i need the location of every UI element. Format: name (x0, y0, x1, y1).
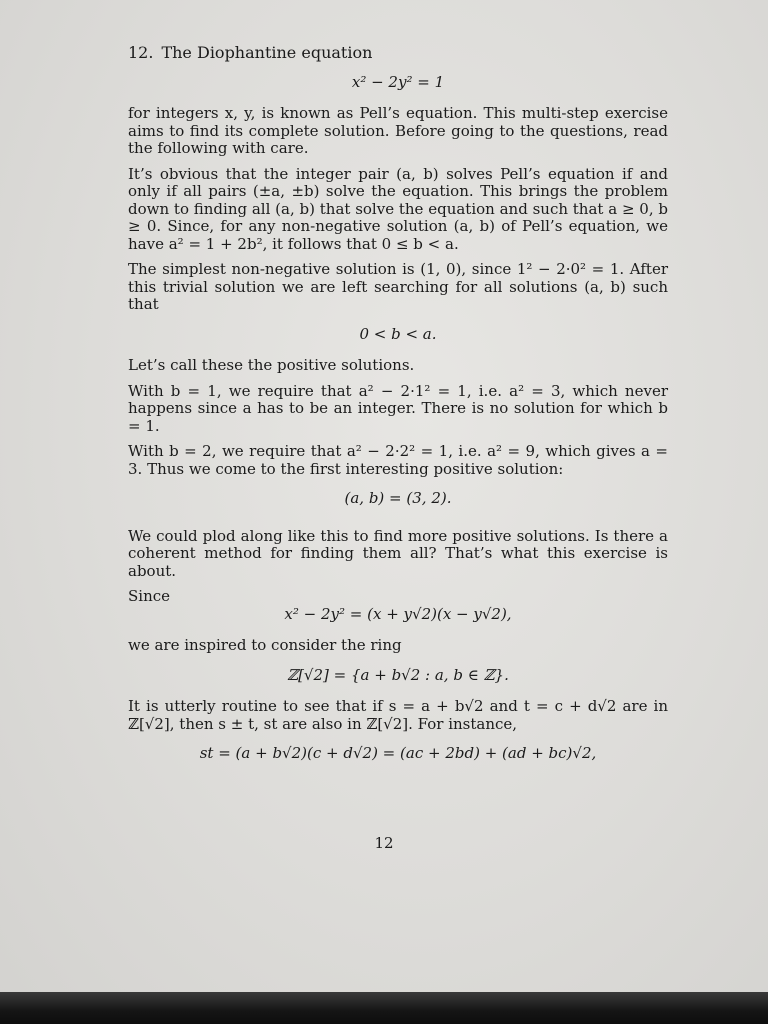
text-body (128, 44, 668, 777)
paragraph-simplest: The simplest non-negative solution is (1, 0), since 1² − 2·0² = 1. After this trivial solution we are left searching for all solutions (a, b) such that (128, 260, 668, 313)
paragraph-intro: for integers x, y, is known as Pell’s equation. This multi-step exercise aims to find its complete solution. Before going to the questions, read the following with care. (128, 104, 668, 157)
paragraph-positive-solutions: Let’s call these the positive solutions. (128, 356, 415, 374)
paragraph-b-equals-2: With b = 2, we require that a² − 2·2² = 1, i.e. a² = 9, which gives a = 3. Thus we come to the first interesting positive solution: (128, 442, 668, 478)
exercise-title: The Diophantine equation (161, 43, 373, 62)
exercise-number: 12. (128, 43, 154, 62)
paragraph-since: Since (128, 587, 171, 605)
equation-inequality: 0 < b < a. (359, 324, 437, 343)
equation-pell: x² − 2y² = 1 (351, 72, 445, 91)
exercise-heading (128, 44, 668, 62)
bottom-shadow (0, 992, 768, 1024)
paragraph-plod: We could plod along like this to find more positive solutions. Is there a coherent method for finding them all? That’s what this exercise is about. (128, 526, 668, 580)
equation-product: st = (a + b√2)(c + d√2) = (ac + 2bd) + (ad + bc)√2, (199, 744, 597, 762)
paragraph-routine: It is utterly routine to see that if s = a + b√2 and t = c + d√2 are in ℤ[√2], then s ± t, st are also in ℤ[√2]. For instance, (128, 697, 668, 733)
paragraph-b-equals-1: With b = 1, we require that a² − 2·1² = 1, i.e. a² = 3, which never happens since a has to be an integer. There is no solution for which b = 1. (128, 381, 668, 435)
equation-ring: ℤ[√2] = {a + b√2 : a, b ∈ ℤ}. (287, 665, 509, 684)
equation-factorization: x² − 2y² = (x + y√2)(x − y√2), (284, 604, 512, 623)
paragraph-inspired: we are inspired to consider the ring (128, 636, 402, 654)
page-number: 12 (374, 834, 394, 852)
equation-first-solution: (a, b) = (3, 2). (344, 489, 452, 507)
paragraph-obvious: It’s obvious that the integer pair (a, b) solves Pell’s equation if and only if all pairs (±a, ±b) solve the equation. This brings the problem down to finding all (a, b) that solve the equation and such that a ≥ 0, b ≥ 0. Since, for any non-negative solution (a, b) of Pell’s equation, we have a² = 1 + 2b², it follows that 0 ≤ b < a. (128, 164, 668, 253)
